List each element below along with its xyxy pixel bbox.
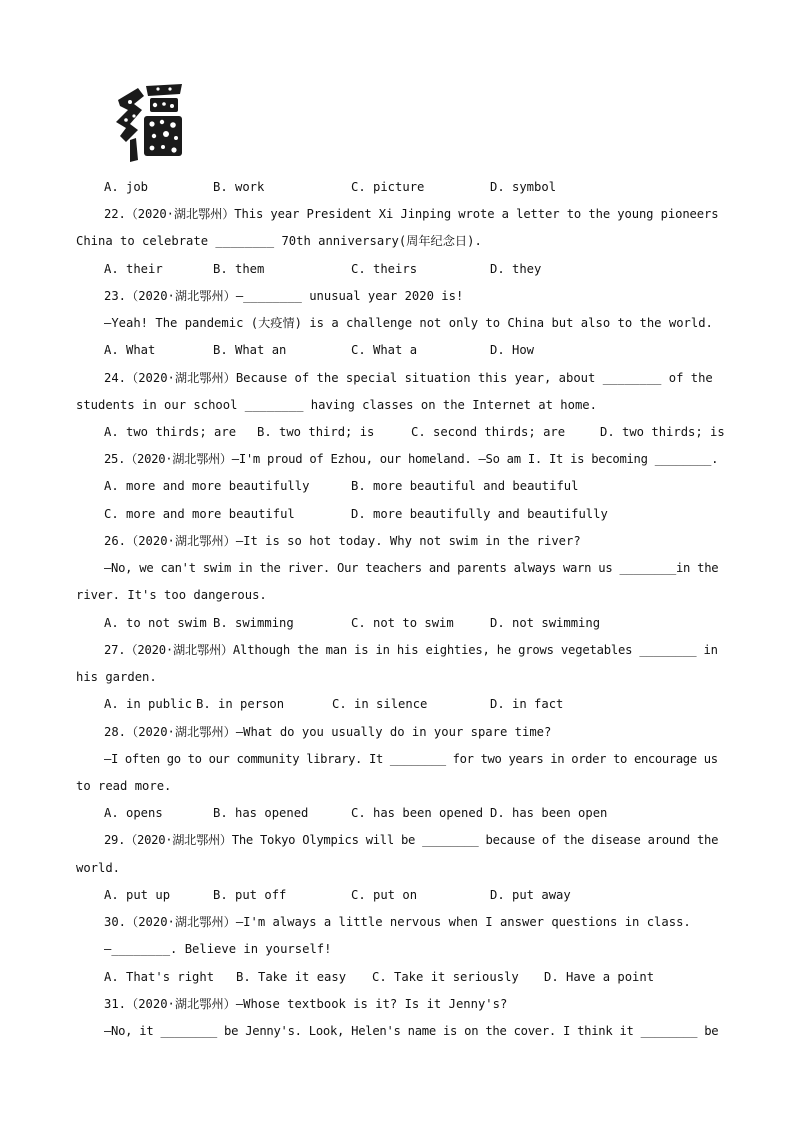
q26-stem-line1: 26.（2020·湖北鄂州）—It is so hot today. Why not swim in the river?	[104, 534, 581, 548]
q24-stem-line1: 24.（2020·湖北鄂州）Because of the special situation this year, about ________ of the	[104, 371, 713, 385]
q25-stem-line1: 25.（2020·湖北鄂州）—I'm proud of Ezhou, our homeland. —So am I. It is becoming ________.	[104, 452, 719, 466]
q21-option-a[interactable]: A. job	[104, 180, 149, 194]
q21-option-b[interactable]: B. work	[213, 180, 265, 194]
q30-option-b[interactable]: B. Take it easy	[236, 970, 347, 984]
q26-stem-line2: —No, we can't swim in the river. Our teachers and parents always warn us ________in the	[104, 561, 719, 575]
q26-option-a[interactable]: A. to not swim	[104, 616, 207, 630]
q28-stem-line1: 28.（2020·湖北鄂州）—What do you usually do in your spare time?	[104, 725, 552, 739]
q25-option-b[interactable]: B. more beautiful and beautiful	[351, 479, 579, 493]
q23-stem-line2: —Yeah! The pandemic (大疫情) is a challenge not only to China but also to the world.	[104, 316, 713, 330]
q28-option-c[interactable]: C. has been opened	[351, 806, 484, 820]
q22-stem-line1: 22.（2020·湖北鄂州）This year President Xi Jinping wrote a letter to the young pioneers	[104, 207, 719, 221]
q23-option-a[interactable]: A. What	[104, 343, 156, 357]
q24-option-d[interactable]: D. two thirds; is	[600, 425, 725, 439]
q24-option-c[interactable]: C. second thirds; are	[411, 425, 566, 439]
q29-stem-line2: world.	[76, 861, 121, 875]
q24-option-b[interactable]: B. two third; is	[257, 425, 375, 439]
q30-option-d[interactable]: D. Have a point	[544, 970, 655, 984]
q30-option-a[interactable]: A. That's right	[104, 970, 215, 984]
q24-option-a[interactable]: A. two thirds; are	[104, 425, 237, 439]
q25-option-a[interactable]: A. more and more beautifully	[104, 479, 310, 493]
q25-option-d[interactable]: D. more beautifully and beautifully	[351, 507, 608, 521]
q29-stem-line1: 29.（2020·湖北鄂州）The Tokyo Olympics will be ________ because of the disease around the	[104, 833, 719, 847]
q23-stem-line1: 23.（2020·湖北鄂州）—________ unusual year 2020 is!	[104, 289, 464, 303]
q25-option-c[interactable]: C. more and more beautiful	[104, 507, 295, 521]
q31-stem-line1: 31.（2020·湖北鄂州）—Whose textbook is it? Is it Jenny's?	[104, 997, 508, 1011]
q28-option-a[interactable]: A. opens	[104, 806, 163, 820]
q23-option-d[interactable]: D. How	[490, 343, 535, 357]
q29-option-b[interactable]: B. put off	[213, 888, 287, 902]
q26-option-b[interactable]: B. swimming	[213, 616, 294, 630]
q29-option-d[interactable]: D. put away	[490, 888, 571, 902]
q27-option-b[interactable]: B. in person	[196, 697, 285, 711]
q28-stem-line3: to read more.	[76, 779, 172, 793]
q23-option-c[interactable]: C. What a	[351, 343, 418, 357]
q26-stem-line3: river. It's too dangerous.	[76, 588, 267, 602]
q27-stem-line2: his garden.	[76, 670, 157, 684]
q26-option-d[interactable]: D. not swimming	[490, 616, 601, 630]
q28-option-b[interactable]: B. has opened	[213, 806, 309, 820]
q27-option-d[interactable]: D. in fact	[490, 697, 564, 711]
q27-option-c[interactable]: C. in silence	[332, 697, 428, 711]
q28-option-d[interactable]: D. has been open	[490, 806, 608, 820]
q21-option-c[interactable]: C. picture	[351, 180, 425, 194]
q27-option-a[interactable]: A. in public	[104, 697, 193, 711]
fu-character-logo	[108, 80, 186, 166]
q28-stem-line2: —I often go to our community library. It ________ for two years in order to encourage us	[104, 752, 718, 766]
q24-stem-line2: students in our school ________ having classes on the Internet at home.	[76, 398, 597, 412]
q22-option-d[interactable]: D. they	[490, 262, 542, 276]
q30-stem-line2: —________. Believe in yourself!	[104, 942, 332, 956]
q22-option-a[interactable]: A. their	[104, 262, 163, 276]
q22-stem-line2: China to celebrate ________ 70th anniversary(周年纪念日).	[76, 234, 482, 248]
q22-option-b[interactable]: B. them	[213, 262, 265, 276]
q30-stem-line1: 30.（2020·湖北鄂州）—I'm always a little nervous when I answer questions in class.	[104, 915, 691, 929]
q27-stem-line1: 27.（2020·湖北鄂州）Although the man is in his eighties, he grows vegetables ________ in	[104, 643, 718, 657]
q23-option-b[interactable]: B. What an	[213, 343, 287, 357]
q26-option-c[interactable]: C. not to swim	[351, 616, 454, 630]
q29-option-c[interactable]: C. put on	[351, 888, 418, 902]
q29-option-a[interactable]: A. put up	[104, 888, 171, 902]
q22-option-c[interactable]: C. theirs	[351, 262, 418, 276]
q31-stem-line2: —No, it ________ be Jenny's. Look, Helen's name is on the cover. I think it ________ be	[104, 1024, 719, 1038]
q30-option-c[interactable]: C. Take it seriously	[372, 970, 519, 984]
q21-option-d[interactable]: D. symbol	[490, 180, 557, 194]
